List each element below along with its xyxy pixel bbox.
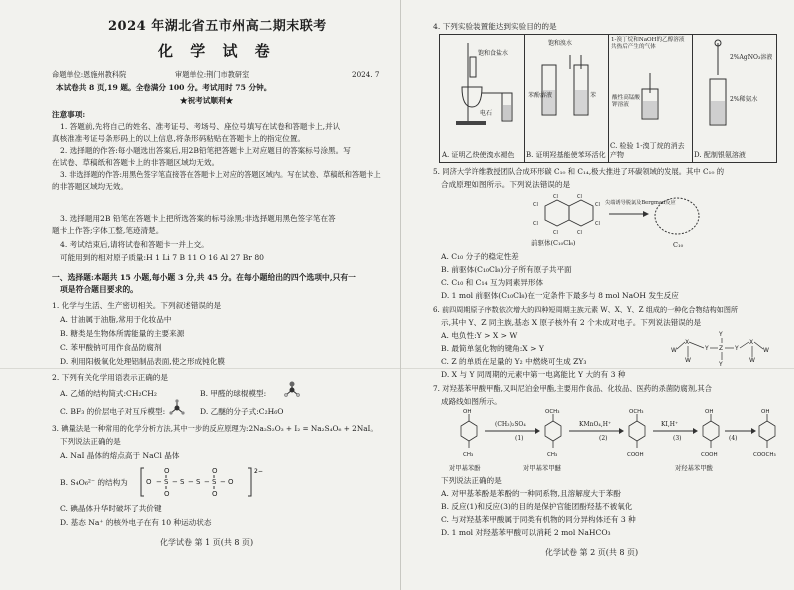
q5-option-c: C. C₁₀ 和 C₁₄ 互为同素异形体 <box>441 278 544 287</box>
q3-option-a: A. NaI 晶体的熔点高于 NaCl 晶体 <box>60 451 180 460</box>
q2-option-b: B. 甲醛的球棍模型: <box>200 389 267 398</box>
q4-option-b: B. 证明羟基能使苯环活化 <box>526 151 606 159</box>
q2-option-a: A. 乙烯的结构简式:CH₂CH₂ <box>60 389 157 398</box>
bromobutane-gas-label: 1-溴丁烷和NaOH的乙醇溶液共热后产生的气体 <box>611 37 685 50</box>
note-line: 3. 选择题用2B 铅笔在答题卡上把所选答案的标号涂黑;非选择题用黑色签字笔在答 <box>60 214 336 223</box>
svg-text:O: O <box>164 490 170 498</box>
q4-cell-d <box>692 35 776 162</box>
svg-text:S: S <box>196 478 201 486</box>
s4o6-structure-icon <box>140 464 270 500</box>
question-2: 2. 下列有关化学用语表示正确的是 <box>52 373 168 382</box>
svg-text:Y: Y <box>735 345 739 352</box>
agno3-label: 2%AgNO₃溶液 <box>730 54 773 61</box>
svg-text:−: − <box>204 478 210 486</box>
section-heading: 一、选择题:本题共 15 小题,每小题 3 分,共 45 分。在每小题给出的四个选项中,只有一 <box>52 273 356 282</box>
author-unit: 命题单位:恩施州教科院 <box>52 70 127 79</box>
question-4: 4. 下列实验装置能达到实验目的的是 <box>433 22 557 31</box>
svg-text:Cl: Cl <box>577 230 582 236</box>
question-3-prompt: 下列说法正确的是 <box>60 437 121 446</box>
svg-text:Cl: Cl <box>577 194 582 200</box>
svg-text:S: S <box>180 478 185 486</box>
compound-name-3: 对甲基苯甲醚 <box>523 465 561 472</box>
question-5-prompt: 合成原理如图所示。下列说法错误的是 <box>441 180 571 189</box>
note-line: 在试卷、草稿纸和答题卡上的非答题区域均无效。 <box>52 158 220 167</box>
q1-option-b: B. 糖类是生物体所需能量的主要来源 <box>60 329 185 338</box>
reaction-condition-label: 尖端诱导脱氯及Bergman反应 <box>605 200 676 206</box>
benzene-label: 苯 <box>590 92 597 99</box>
reagent-2: KMnO₄,H⁺ <box>579 421 612 428</box>
atomic-masses: 可能用到的相对原子质量:H 1 Li 7 B 11 O 16 Al 27 Br 80 <box>60 253 264 262</box>
svg-text:Cl: Cl <box>595 202 600 208</box>
step-2-label: (2) <box>599 435 608 442</box>
question-7: 7. 对羟基苯甲酸甲酯,又叫尼泊金甲酯,主要用作食品、化妆品、医药的杀菌防腐剂,其合 <box>433 384 712 393</box>
question-3: 3. 碘量法是一种常用的化学分析方法,其中一步的反应原理为:2Na₂S₂O₃ + I₂ = Na₂S₄O₆ + 2NaI。 <box>52 424 378 433</box>
svg-text:Cl: Cl <box>595 221 600 227</box>
q6-option-c: C. Z 的单质在足量的 Y₂ 中燃烧可生成 ZY₃ <box>441 357 587 366</box>
svg-text:Cl: Cl <box>533 202 538 208</box>
question-7-prompt: 成路线如图所示。 <box>441 397 502 406</box>
question-5: 5. 同济大学许维教授团队合成环形碳 C₁₀ 和 C₁₄,极大推进了环碳领域的发展。其中 C₁₀ 的 <box>433 167 724 176</box>
q1-option-d: D. 利用阳极氧化处理铝制品表面,使之形成钝化膜 <box>60 357 225 366</box>
svg-text:Z: Z <box>719 345 724 352</box>
svg-text:OCH₃: OCH₃ <box>545 409 560 415</box>
q1-option-c: C. 苯甲酸钠可用作食品防腐剂 <box>60 343 162 352</box>
step-3-label: (3) <box>673 435 682 442</box>
svg-text:W: W <box>671 347 677 354</box>
q7-option-a: A. 对甲基苯酚是苯酚的一种同系物,且溶解度大于苯酚 <box>441 489 621 498</box>
exam-date: 2024. 7 <box>352 70 380 79</box>
page-footer: 化学试卷 第 1 页(共 8 页) <box>160 538 254 547</box>
svg-text:Cl: Cl <box>553 230 558 236</box>
c10-label: C₁₀ <box>673 241 684 249</box>
column-divider <box>400 0 401 590</box>
wxyz-structure-diagram <box>667 328 777 370</box>
note-line: 的非答题区域均无效。 <box>52 182 128 191</box>
svg-text:COOCH₃: COOCH₃ <box>753 452 776 458</box>
step-4-label: (4) <box>729 435 738 442</box>
svg-text:S: S <box>212 478 217 486</box>
svg-text:X: X <box>685 339 690 346</box>
svg-text:OH: OH <box>705 409 714 415</box>
note-line: 真核准准考证号条形码上的以上信息,将条形码粘贴在答题卡上的指定位置。 <box>52 134 306 143</box>
svg-text:−: − <box>172 478 178 486</box>
reagent-1: (CH₃)₂SO₄ <box>495 421 526 428</box>
q6-option-b: B. 最简单氢化物的键角:X > Y <box>441 344 544 353</box>
q7-option-d: D. 1 mol 对羟基苯甲酸可以消耗 2 mol NaHCO₃ <box>441 528 611 537</box>
section-heading-cont: 项是符合题目要求的。 <box>60 285 138 294</box>
question-6-prompt: 示,其中 Y、Z 同主族,基态 X 原子核外有 2 个未成对电子。下列说法错误的是 <box>441 318 702 327</box>
q4-option-a: A. 证明乙炔使溴水褪色 <box>442 151 515 159</box>
ammonia-label: 2%稀氨水 <box>730 96 758 103</box>
good-luck: ★祝考试顺利★ <box>180 96 234 105</box>
exam-meta: 本试卷共 8 页,19 题。全卷满分 100 分。考试用时 75 分钟。 <box>56 83 272 92</box>
formaldehyde-ball-stick-icon <box>282 380 302 400</box>
svg-text:S: S <box>164 478 169 486</box>
note-line: 2. 选择题的作答:每小题选出答案后,用2B铅笔把答题卡上对应题目的答案标号涂黑。写 <box>60 146 351 155</box>
svg-text:W: W <box>763 347 769 354</box>
compound-name-1: 对甲基苯酚 <box>449 465 481 472</box>
svg-text:Y: Y <box>719 361 723 368</box>
svg-text:−: − <box>156 478 162 486</box>
svg-text:COOH: COOH <box>701 452 718 458</box>
q7-option-b: B. 反应(1)和反应(3)的目的是保护官能团酚羟基不被氧化 <box>441 502 633 511</box>
svg-text:Y: Y <box>705 345 709 352</box>
q3-option-c: C. 碘晶体升华时破坏了共价键 <box>60 504 162 513</box>
q4-apparatus-table <box>439 34 777 163</box>
svg-text:O: O <box>164 467 170 475</box>
phenol-label: 苯酚溶液 <box>528 92 553 99</box>
svg-text:−: − <box>188 478 194 486</box>
q4-cell-c <box>608 35 693 162</box>
q6-option-d: D. X 与 Y 同周期的元素中第一电离能比 Y 大的有 3 种 <box>441 370 626 379</box>
acidic-kmno4-label: 酸性高锰酸钾溶液 <box>612 95 640 108</box>
note-line: 1. 答题前,先将自己的姓名、准考证号、考场号、座位号填写在试卷和答题卡上,并认 <box>60 122 341 131</box>
svg-text:COOH: COOH <box>627 452 644 458</box>
review-unit: 审题单位:荆门市教研室 <box>175 70 250 79</box>
q4-option-d: D. 配制银氨溶液 <box>694 151 746 159</box>
q5-option-d: D. 1 mol 前驱体(C₁₀Cl₈)在一定条件下最多与 8 mol NaOH 发生反应 <box>441 291 679 300</box>
right-page <box>405 0 794 590</box>
page-footer: 化学试卷 第 2 页(共 8 页) <box>545 548 639 557</box>
note-line: 3. 非选择题的作答:用黑色签字笔直接答在答题卡上对应的答题区域内。写在试卷、草稿纸和答题卡上 <box>60 170 381 179</box>
reagent-3: KI,H⁺ <box>661 421 679 428</box>
step-1-label: (1) <box>515 435 524 442</box>
q2-option-d: D. 乙醚的分子式:C₂H₆O <box>200 407 284 416</box>
svg-text:O: O <box>212 467 218 475</box>
precursor-label: 前驱体(C₁₀Cl₈) <box>531 239 576 247</box>
svg-text:OH: OH <box>761 409 770 415</box>
q4-option-c: C. 检验 1-溴丁烷的消去产物 <box>610 142 685 159</box>
bf3-model-icon <box>168 399 186 417</box>
q4-cell-a <box>440 35 525 162</box>
svg-text:CH₃: CH₃ <box>547 452 558 458</box>
compound-name-2: 对羟基苯甲酸 <box>675 465 713 472</box>
subject-title: 化 学 试 卷 <box>158 42 276 60</box>
q2-option-c: C. BF₃ 的价层电子对互斥模型: <box>60 407 166 416</box>
exam-title: 2024 年湖北省五市州高二期末联考 <box>108 19 327 34</box>
svg-text:W: W <box>685 357 691 364</box>
question-6: 6. 前四周期原子序数依次增大的四种短周期主族元素 W、X、Y、Z 组成的一种化合物结构如图所 <box>433 305 739 314</box>
q3-option-d: D. 基态 Na⁺ 的核外电子在有 10 种运动状态 <box>60 518 212 527</box>
question-1: 1. 化学与生活、生产密切相关。下列叙述错误的是 <box>52 301 222 310</box>
svg-text:O: O <box>228 478 234 486</box>
svg-text:Cl: Cl <box>553 194 558 200</box>
svg-text:W: W <box>749 357 755 364</box>
q3-option-b: B. S₄O₆²⁻ 的结构为 <box>60 478 128 487</box>
svg-text:−: − <box>220 478 226 486</box>
svg-text:CH₃: CH₃ <box>463 452 474 458</box>
svg-text:O: O <box>212 490 218 498</box>
q6-option-a: A. 电负性:Y > X > W <box>441 331 518 340</box>
q7-option-c: C. 与对羟基苯甲酸属于同类有机物的同分异构体还有 3 种 <box>441 515 636 524</box>
bromine-water-label: 饱和溴水 <box>548 40 573 47</box>
q5-option-a: A. C₁₀ 分子的稳定性差 <box>441 252 519 261</box>
notes-title: 注意事项: <box>52 110 86 119</box>
svg-text:2−: 2− <box>254 468 263 475</box>
note-line: 题卡上作答;字体工整,笔迹清楚。 <box>52 226 164 235</box>
svg-text:Cl: Cl <box>533 221 538 227</box>
note-line: 4. 考试结束后,请将试卷和答题卡一并上交。 <box>60 240 209 249</box>
svg-text:Y: Y <box>719 331 723 338</box>
svg-text:OCH₃: OCH₃ <box>629 409 644 415</box>
svg-text:OH: OH <box>463 409 472 415</box>
svg-text:X: X <box>749 339 754 346</box>
svg-text:O: O <box>146 478 152 486</box>
question-7-sub: 下列说法正确的是 <box>441 476 502 485</box>
q5-option-b: B. 前驱体(C₁₀Cl₈)分子所有原子共平面 <box>441 265 572 274</box>
salt-water-label: 饱和食盐水 <box>478 50 509 57</box>
q1-option-a: A. 甘油属于油脂,常用于化妆品中 <box>60 315 172 324</box>
q4-cell-b <box>524 35 609 162</box>
carbide-label: 电石 <box>480 110 493 117</box>
